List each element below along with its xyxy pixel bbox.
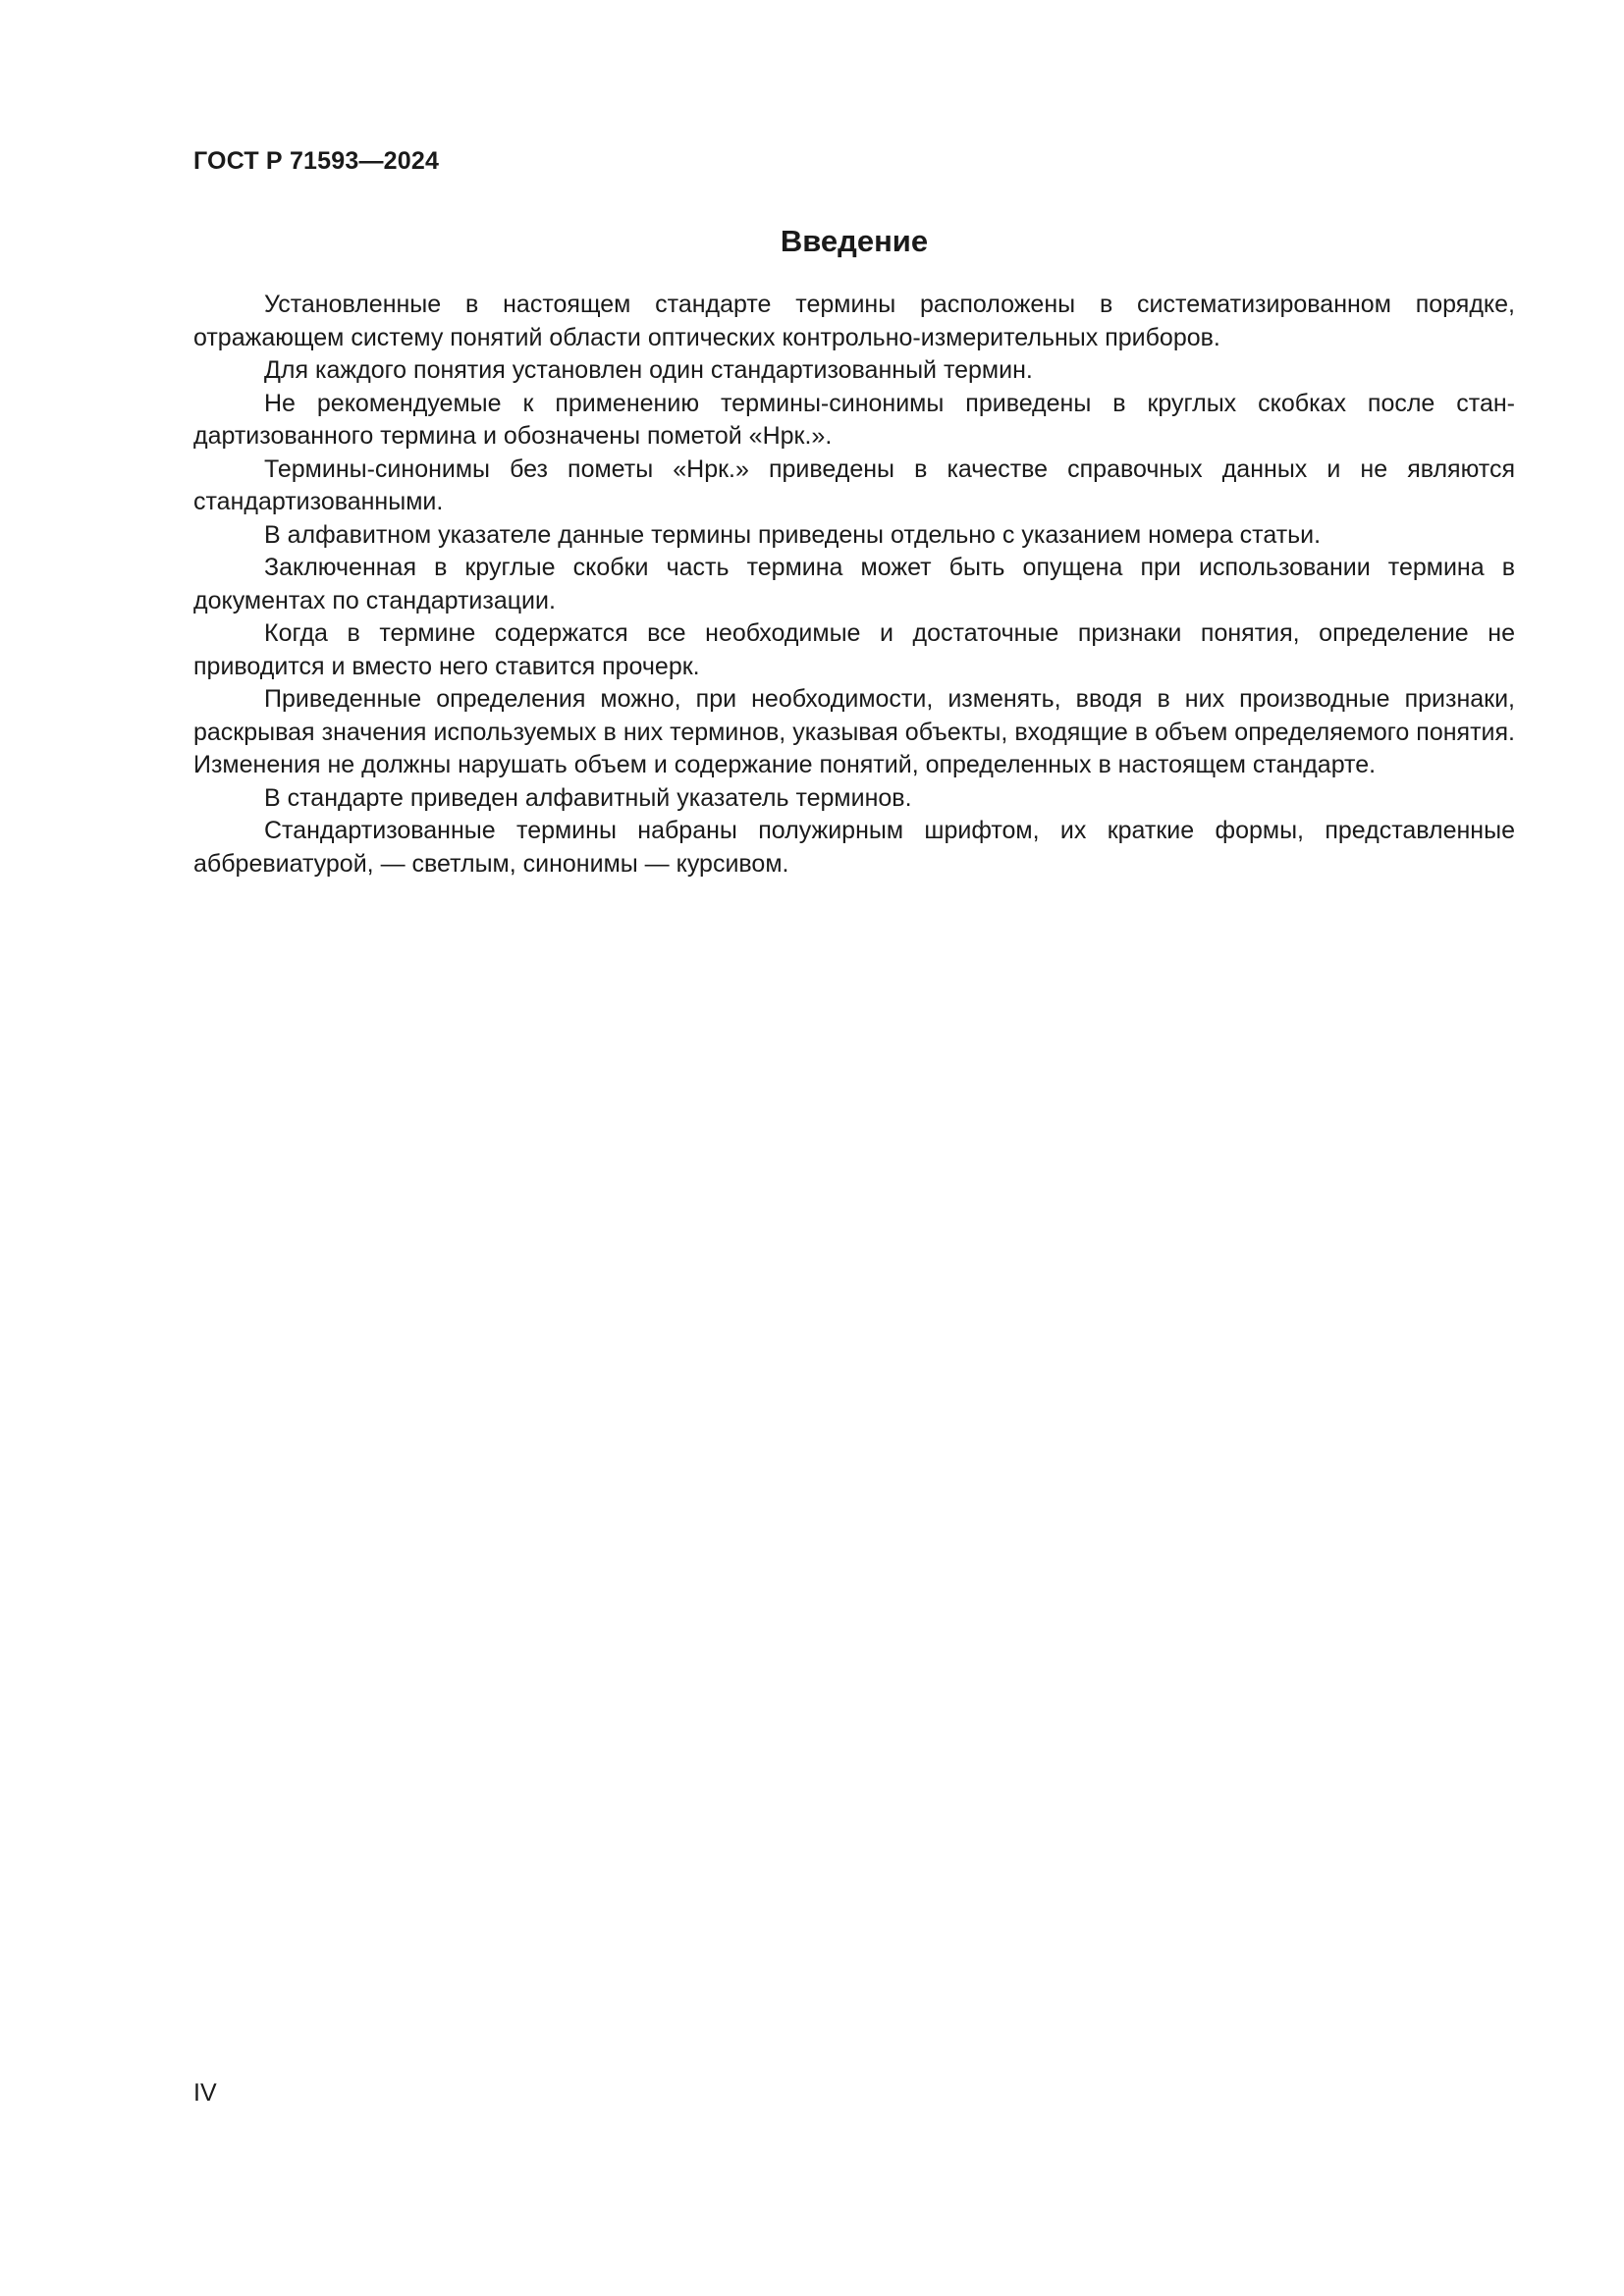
section-title: Введение: [780, 224, 929, 258]
introduction-body: [193, 289, 1515, 881]
paragraph: Термины-синонимы без пометы «Нрк.» приведены в качестве справочных данных и не являются стандартизованными.: [193, 454, 1515, 515]
paragraph: Стандартизованные термины набраны полужирным шрифтом, их краткие формы, представленные аббревиатурой, — светлым, синонимы — курсивом.: [193, 817, 1515, 878]
paragraph: В стандарте приведен алфавитный указатель терминов.: [264, 783, 912, 812]
paragraph: Установленные в настоящем стандарте термины расположены в систематизированном порядке, отражающем систему понятий области оптических контрольно-измерительных приборов.: [193, 291, 1515, 351]
document-code-header: ГОСТ Р 71593—2024: [193, 147, 440, 175]
paragraph: Когда в термине содержатся все необходимые и достаточные признаки понятия, определение не приводится и вместо него ставится прочерк.: [193, 619, 1515, 680]
paragraph: В алфавитном указателе данные термины приведены отдельно с указанием номера статьи.: [264, 520, 1322, 549]
paragraph: Для каждого понятия установлен один стандартизованный термин.: [264, 356, 1033, 384]
page-number: IV: [193, 2079, 217, 2107]
paragraph: Не рекомендуемые к применению термины-синонимы приведены в круглых скобках после стандартизованного термина и обозначены пометой «Нрк.».: [193, 389, 1515, 450]
paragraph: Заключенная в круглые скобки часть термина может быть опущена при использовании термина в документах по стандартизации.: [193, 554, 1515, 614]
paragraph: Приведенные определения можно, при необходимости, изменять, вводя в них производные признаки, раскрывая значения используемых в них терминов, указывая объекты, входящие в объем определяемого понятия. Изменения не должны нарушать объем и содержание понятий, определенных в настоящем стандарте.: [193, 685, 1515, 778]
